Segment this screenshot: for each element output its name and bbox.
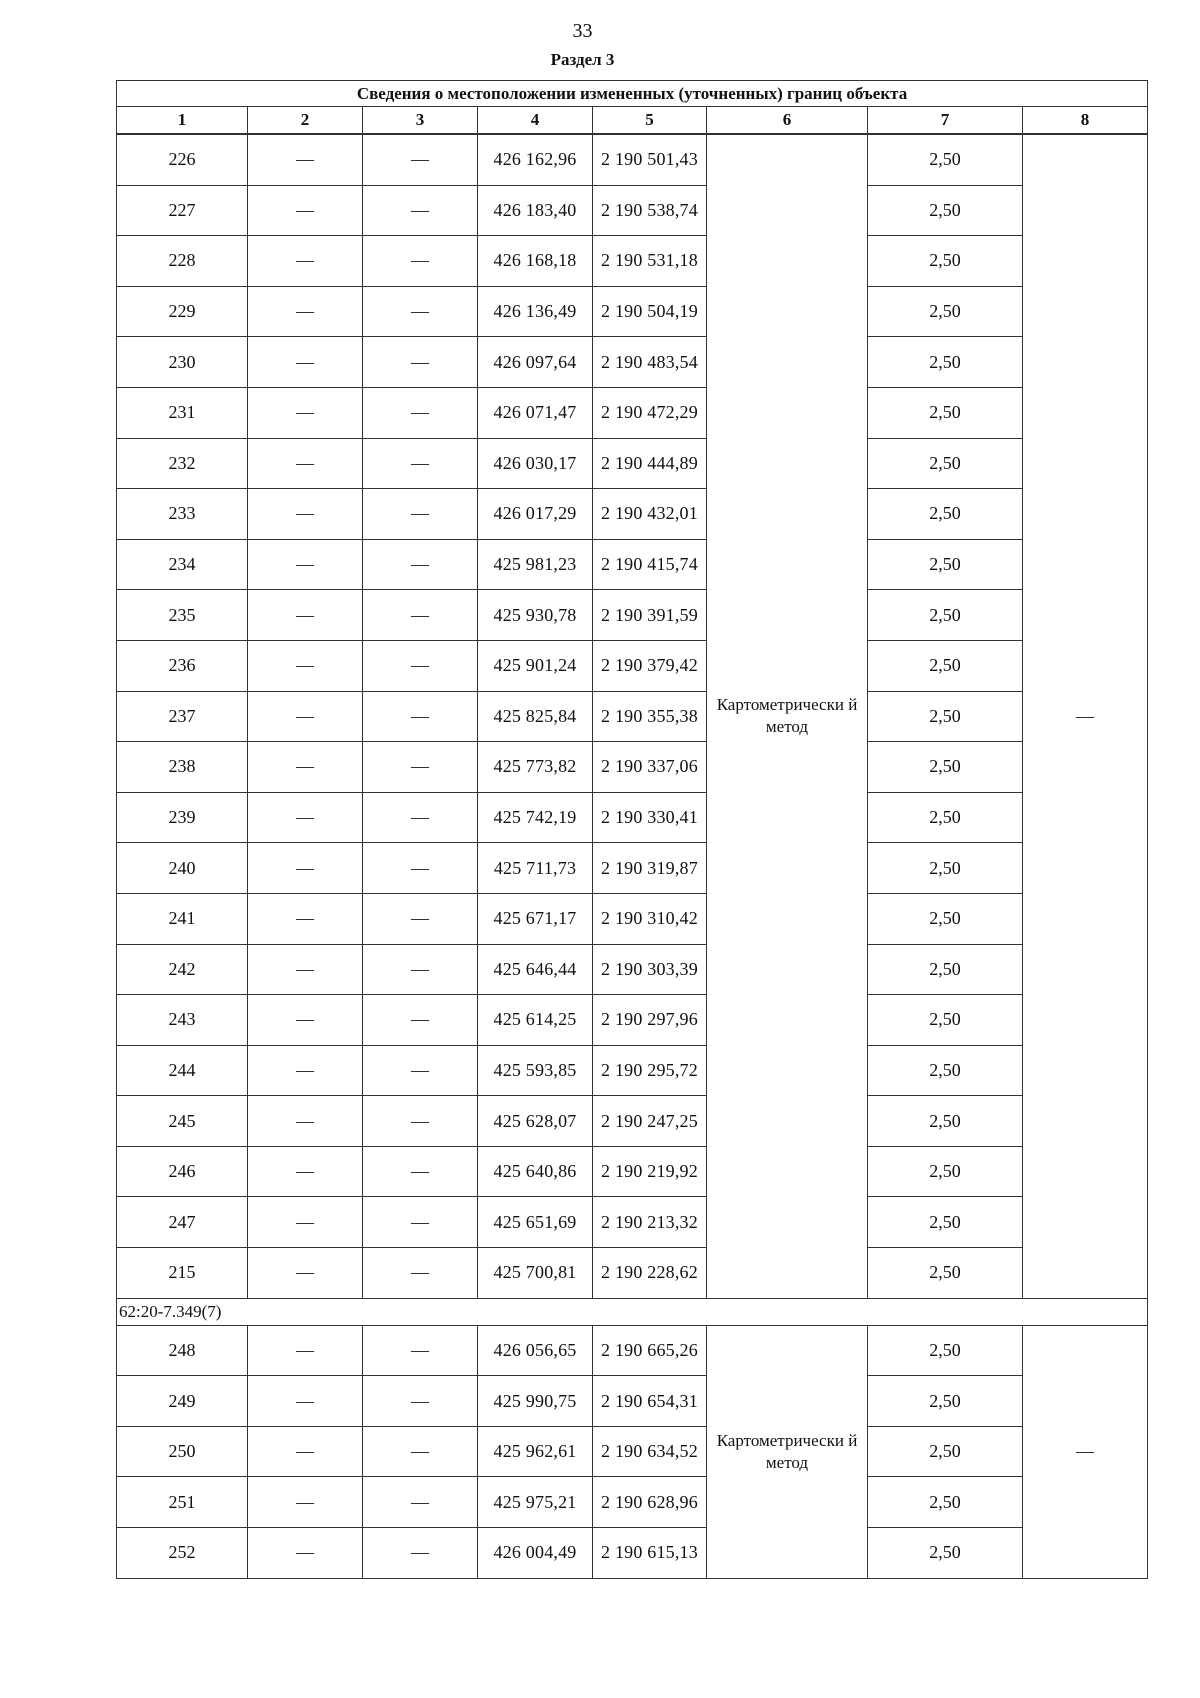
point-number-cell: 226 <box>117 134 248 185</box>
point-number-cell: 215 <box>117 1248 248 1299</box>
x-coordinate-cell: 426 071,47 <box>478 387 593 438</box>
point-number-cell: 239 <box>117 792 248 843</box>
accuracy-cell: 2,50 <box>868 1248 1023 1299</box>
col3-cell: — <box>363 236 478 287</box>
accuracy-cell: 2,50 <box>868 1528 1023 1579</box>
x-coordinate-cell: 425 671,17 <box>478 893 593 944</box>
x-coordinate-cell: 425 614,25 <box>478 995 593 1046</box>
x-coordinate-cell: 425 975,21 <box>478 1477 593 1528</box>
col8-cell: — <box>1023 134 1148 1298</box>
x-coordinate-cell: 425 981,23 <box>478 539 593 590</box>
table-row <box>117 843 1148 894</box>
table-row <box>117 236 1148 287</box>
accuracy-cell: 2,50 <box>868 286 1023 337</box>
col2-cell: — <box>248 893 363 944</box>
y-coordinate-cell: 2 190 538,74 <box>593 185 707 236</box>
col2-cell: — <box>248 1146 363 1197</box>
x-coordinate-cell: 426 017,29 <box>478 489 593 540</box>
table-row <box>117 792 1148 843</box>
col3-cell: — <box>363 1045 478 1096</box>
table-row <box>117 387 1148 438</box>
column-header: 2 <box>248 107 363 135</box>
col2-cell: — <box>248 236 363 287</box>
col3-cell: — <box>363 792 478 843</box>
accuracy-cell: 2,50 <box>868 1197 1023 1248</box>
table-row <box>117 691 1148 742</box>
accuracy-cell: 2,50 <box>868 489 1023 540</box>
col2-cell: — <box>248 995 363 1046</box>
y-coordinate-cell: 2 190 665,26 <box>593 1325 707 1376</box>
point-number-cell: 245 <box>117 1096 248 1147</box>
col3-cell: — <box>363 1146 478 1197</box>
accuracy-cell: 2,50 <box>868 236 1023 287</box>
table-row <box>117 489 1148 540</box>
table-row <box>117 1197 1148 1248</box>
point-number-cell: 242 <box>117 944 248 995</box>
col3-cell: — <box>363 1477 478 1528</box>
x-coordinate-cell: 425 990,75 <box>478 1376 593 1427</box>
table-row <box>117 944 1148 995</box>
point-number-cell: 247 <box>117 1197 248 1248</box>
accuracy-cell: 2,50 <box>868 742 1023 793</box>
accuracy-cell: 2,50 <box>868 691 1023 742</box>
x-coordinate-cell: 425 640,86 <box>478 1146 593 1197</box>
col3-cell: — <box>363 286 478 337</box>
table-row <box>117 1426 1148 1477</box>
x-coordinate-cell: 425 651,69 <box>478 1197 593 1248</box>
y-coordinate-cell: 2 190 310,42 <box>593 893 707 944</box>
col2-cell: — <box>248 134 363 185</box>
point-number-cell: 237 <box>117 691 248 742</box>
y-coordinate-cell: 2 190 213,32 <box>593 1197 707 1248</box>
x-coordinate-cell: 425 962,61 <box>478 1426 593 1477</box>
column-header-row <box>117 107 1148 135</box>
x-coordinate-cell: 426 097,64 <box>478 337 593 388</box>
x-coordinate-cell: 425 711,73 <box>478 843 593 894</box>
y-coordinate-cell: 2 190 330,41 <box>593 792 707 843</box>
accuracy-cell: 2,50 <box>868 1376 1023 1427</box>
x-coordinate-cell: 425 773,82 <box>478 742 593 793</box>
col3-cell: — <box>363 843 478 894</box>
accuracy-cell: 2,50 <box>868 590 1023 641</box>
accuracy-cell: 2,50 <box>868 134 1023 185</box>
col3-cell: — <box>363 1197 478 1248</box>
col2-cell: — <box>248 1426 363 1477</box>
col2-cell: — <box>248 1045 363 1096</box>
table-row <box>117 893 1148 944</box>
column-header: 4 <box>478 107 593 135</box>
accuracy-cell: 2,50 <box>868 185 1023 236</box>
y-coordinate-cell: 2 190 504,19 <box>593 286 707 337</box>
point-number-cell: 251 <box>117 1477 248 1528</box>
accuracy-cell: 2,50 <box>868 438 1023 489</box>
x-coordinate-cell: 426 030,17 <box>478 438 593 489</box>
accuracy-cell: 2,50 <box>868 1146 1023 1197</box>
col3-cell: — <box>363 590 478 641</box>
section-title: Раздел 3 <box>550 50 615 69</box>
col8-cell: — <box>1023 1325 1148 1578</box>
group-label: 62:20-7.349(7) <box>117 1298 1148 1325</box>
y-coordinate-cell: 2 190 355,38 <box>593 691 707 742</box>
col3-cell: — <box>363 995 478 1046</box>
col3-cell: — <box>363 1248 478 1299</box>
table-row <box>117 590 1148 641</box>
accuracy-cell: 2,50 <box>868 1477 1023 1528</box>
table-row <box>117 995 1148 1046</box>
accuracy-cell: 2,50 <box>868 387 1023 438</box>
col3-cell: — <box>363 337 478 388</box>
y-coordinate-cell: 2 190 483,54 <box>593 337 707 388</box>
col3-cell: — <box>363 489 478 540</box>
column-header: 1 <box>117 107 248 135</box>
table-row <box>117 1477 1148 1528</box>
col2-cell: — <box>248 539 363 590</box>
y-coordinate-cell: 2 190 303,39 <box>593 944 707 995</box>
table-row <box>117 1528 1148 1579</box>
accuracy-cell: 2,50 <box>868 893 1023 944</box>
table-row <box>117 539 1148 590</box>
accuracy-cell: 2,50 <box>868 1096 1023 1147</box>
col2-cell: — <box>248 792 363 843</box>
column-header: 6 <box>707 107 868 135</box>
point-number-cell: 248 <box>117 1325 248 1376</box>
x-coordinate-cell: 426 004,49 <box>478 1528 593 1579</box>
x-coordinate-cell: 425 901,24 <box>478 640 593 691</box>
col3-cell: — <box>363 1528 478 1579</box>
y-coordinate-cell: 2 190 319,87 <box>593 843 707 894</box>
y-coordinate-cell: 2 190 297,96 <box>593 995 707 1046</box>
method-cell: Картометрически й метод <box>707 1325 868 1578</box>
accuracy-cell: 2,50 <box>868 337 1023 388</box>
col2-cell: — <box>248 387 363 438</box>
col3-cell: — <box>363 438 478 489</box>
col2-cell: — <box>248 1248 363 1299</box>
x-coordinate-cell: 426 136,49 <box>478 286 593 337</box>
y-coordinate-cell: 2 190 247,25 <box>593 1096 707 1147</box>
y-coordinate-cell: 2 190 628,96 <box>593 1477 707 1528</box>
col3-cell: — <box>363 944 478 995</box>
y-coordinate-cell: 2 190 634,52 <box>593 1426 707 1477</box>
table-row <box>117 185 1148 236</box>
col2-cell: — <box>248 438 363 489</box>
y-coordinate-cell: 2 190 295,72 <box>593 1045 707 1096</box>
point-number-cell: 230 <box>117 337 248 388</box>
table-row <box>117 1376 1148 1427</box>
col2-cell: — <box>248 337 363 388</box>
point-number-cell: 249 <box>117 1376 248 1427</box>
point-number-cell: 252 <box>117 1528 248 1579</box>
point-number-cell: 229 <box>117 286 248 337</box>
table-row <box>117 438 1148 489</box>
col2-cell: — <box>248 185 363 236</box>
column-header: 8 <box>1023 107 1148 135</box>
y-coordinate-cell: 2 190 391,59 <box>593 590 707 641</box>
col2-cell: — <box>248 1477 363 1528</box>
accuracy-cell: 2,50 <box>868 995 1023 1046</box>
accuracy-cell: 2,50 <box>868 843 1023 894</box>
col2-cell: — <box>248 1096 363 1147</box>
point-number-cell: 241 <box>117 893 248 944</box>
point-number-cell: 232 <box>117 438 248 489</box>
page-number: 33 <box>572 20 593 42</box>
y-coordinate-cell: 2 190 415,74 <box>593 539 707 590</box>
x-coordinate-cell: 425 646,44 <box>478 944 593 995</box>
y-coordinate-cell: 2 190 432,01 <box>593 489 707 540</box>
table-caption: Сведения о местоположении измененных (уточненных) границ объекта <box>117 81 1148 107</box>
point-number-cell: 227 <box>117 185 248 236</box>
col3-cell: — <box>363 1096 478 1147</box>
x-coordinate-cell: 426 183,40 <box>478 185 593 236</box>
x-coordinate-cell: 425 628,07 <box>478 1096 593 1147</box>
point-number-cell: 233 <box>117 489 248 540</box>
point-number-cell: 243 <box>117 995 248 1046</box>
point-number-cell: 238 <box>117 742 248 793</box>
col3-cell: — <box>363 742 478 793</box>
col3-cell: — <box>363 185 478 236</box>
col2-cell: — <box>248 489 363 540</box>
col2-cell: — <box>248 286 363 337</box>
column-header: 7 <box>868 107 1023 135</box>
col3-cell: — <box>363 691 478 742</box>
x-coordinate-cell: 426 162,96 <box>478 134 593 185</box>
table-row <box>117 337 1148 388</box>
col3-cell: — <box>363 387 478 438</box>
point-number-cell: 234 <box>117 539 248 590</box>
group-label-row <box>117 1298 1148 1325</box>
y-coordinate-cell: 2 190 379,42 <box>593 640 707 691</box>
col3-cell: — <box>363 539 478 590</box>
x-coordinate-cell: 426 056,65 <box>478 1325 593 1376</box>
col2-cell: — <box>248 691 363 742</box>
x-coordinate-cell: 425 593,85 <box>478 1045 593 1096</box>
col2-cell: — <box>248 1528 363 1579</box>
col3-cell: — <box>363 134 478 185</box>
x-coordinate-cell: 425 930,78 <box>478 590 593 641</box>
table-row <box>117 1146 1148 1197</box>
x-coordinate-cell: 425 742,19 <box>478 792 593 843</box>
y-coordinate-cell: 2 190 444,89 <box>593 438 707 489</box>
y-coordinate-cell: 2 190 219,92 <box>593 1146 707 1197</box>
x-coordinate-cell: 426 168,18 <box>478 236 593 287</box>
col3-cell: — <box>363 893 478 944</box>
y-coordinate-cell: 2 190 615,13 <box>593 1528 707 1579</box>
table-row <box>117 134 1148 185</box>
table-row <box>117 1325 1148 1376</box>
col2-cell: — <box>248 843 363 894</box>
accuracy-cell: 2,50 <box>868 539 1023 590</box>
y-coordinate-cell: 2 190 501,43 <box>593 134 707 185</box>
point-number-cell: 240 <box>117 843 248 894</box>
col2-cell: — <box>248 590 363 641</box>
point-number-cell: 250 <box>117 1426 248 1477</box>
table-row <box>117 742 1148 793</box>
accuracy-cell: 2,50 <box>868 640 1023 691</box>
boundary-table <box>116 80 1148 1579</box>
point-number-cell: 236 <box>117 640 248 691</box>
col2-cell: — <box>248 1325 363 1376</box>
col3-cell: — <box>363 1426 478 1477</box>
point-number-cell: 228 <box>117 236 248 287</box>
x-coordinate-cell: 425 825,84 <box>478 691 593 742</box>
accuracy-cell: 2,50 <box>868 792 1023 843</box>
col3-cell: — <box>363 640 478 691</box>
col2-cell: — <box>248 640 363 691</box>
y-coordinate-cell: 2 190 472,29 <box>593 387 707 438</box>
column-header: 3 <box>363 107 478 135</box>
method-cell: Картометрически й метод <box>707 134 868 1298</box>
y-coordinate-cell: 2 190 337,06 <box>593 742 707 793</box>
col3-cell: — <box>363 1376 478 1427</box>
y-coordinate-cell: 2 190 654,31 <box>593 1376 707 1427</box>
table-row <box>117 1045 1148 1096</box>
table-row <box>117 1248 1148 1299</box>
column-header: 5 <box>593 107 707 135</box>
table-row <box>117 286 1148 337</box>
col3-cell: — <box>363 1325 478 1376</box>
y-coordinate-cell: 2 190 531,18 <box>593 236 707 287</box>
col2-cell: — <box>248 944 363 995</box>
col2-cell: — <box>248 742 363 793</box>
x-coordinate-cell: 425 700,81 <box>478 1248 593 1299</box>
col2-cell: — <box>248 1376 363 1427</box>
point-number-cell: 244 <box>117 1045 248 1096</box>
accuracy-cell: 2,50 <box>868 1325 1023 1376</box>
point-number-cell: 235 <box>117 590 248 641</box>
table-row <box>117 640 1148 691</box>
y-coordinate-cell: 2 190 228,62 <box>593 1248 707 1299</box>
accuracy-cell: 2,50 <box>868 1426 1023 1477</box>
accuracy-cell: 2,50 <box>868 944 1023 995</box>
accuracy-cell: 2,50 <box>868 1045 1023 1096</box>
table-row <box>117 1096 1148 1147</box>
point-number-cell: 246 <box>117 1146 248 1197</box>
col2-cell: — <box>248 1197 363 1248</box>
point-number-cell: 231 <box>117 387 248 438</box>
